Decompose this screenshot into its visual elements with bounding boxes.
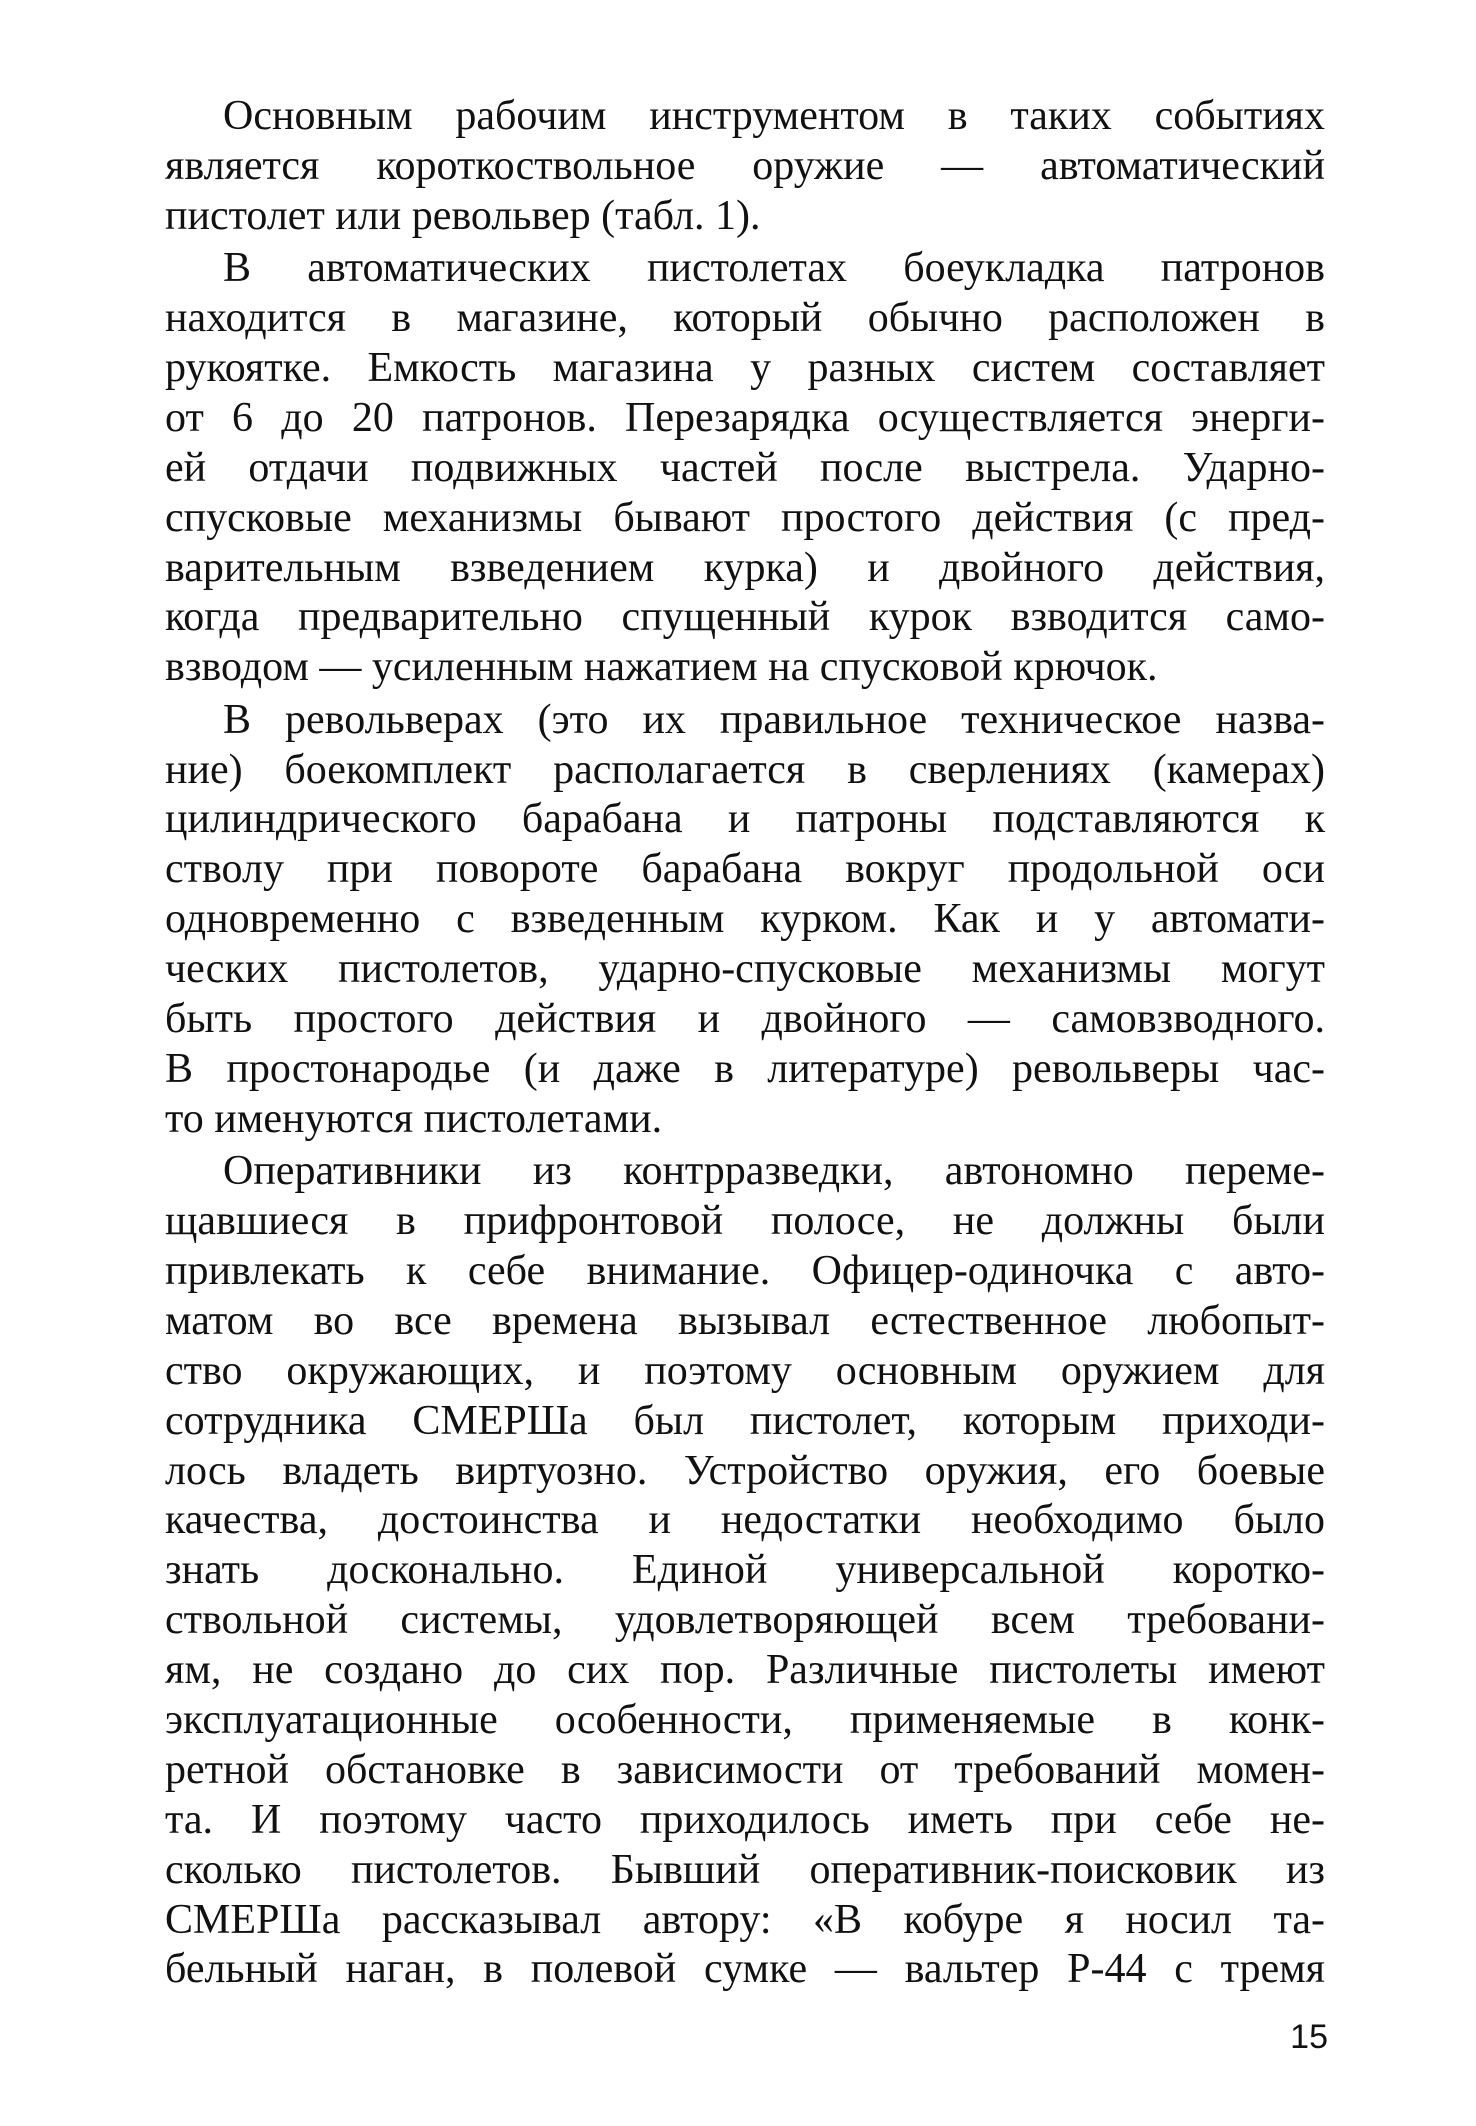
text-line: ство окружающих, и поэтому основным оружием для	[165, 1347, 1325, 1394]
text-line: ствольной системы, удовлетворяющей всем требовани-	[165, 1597, 1325, 1644]
text-line: спусковые механизмы бывают простого действия (с пред-	[165, 494, 1325, 541]
text-line: ей отдачи подвижных частей после выстрела. Ударно-	[165, 444, 1325, 491]
text-line: находится в магазине, который обычно расположен в	[165, 295, 1325, 342]
paragraph-1	[165, 92, 1325, 242]
page-number: 15	[1290, 2018, 1328, 2056]
text-line: быть простого действия и двойного — самовзводного.	[165, 996, 1325, 1043]
text-line: цилиндрического барабана и патроны подставляются к	[165, 796, 1325, 843]
text-line: бельный наган, в полевой сумке — вальтер Р-44 с тремя	[165, 1946, 1325, 1993]
text-line: привлекать к себе внимание. Офицер-одиночка с авто-	[165, 1247, 1325, 1294]
text-line: В револьверах (это их правильное техническое назва-	[223, 696, 1325, 743]
text-line: пистолет или револьвер (табл. 1).	[165, 192, 761, 239]
main-text	[165, 92, 1325, 1998]
paragraph-4	[165, 1147, 1325, 1995]
text-line: ям, не создано до сих пор. Различные пистолеты имеют	[165, 1647, 1325, 1694]
text-line: ние) боекомплект располагается в сверлениях (камерах)	[165, 746, 1325, 793]
text-line: В автоматических пистолетах боеукладка патронов	[223, 245, 1325, 292]
text-line: то именуются пистолетами.	[165, 1095, 663, 1142]
text-line: сотрудника СМЕРШа был пистолет, которым приходи-	[165, 1397, 1325, 1444]
text-line: взводом — усиленным нажатием на спусковой крючок.	[165, 644, 1158, 691]
paragraph-3	[165, 696, 1325, 1145]
text-line: матом во все времена вызывал естественное любопыт-	[165, 1297, 1325, 1344]
text-line: когда предварительно спущенный курок взводится само-	[165, 594, 1325, 641]
text-line: ческих пистолетов, ударно-спусковые механизмы могут	[165, 946, 1325, 993]
text-line: СМЕРШа рассказывал автору: «В кобуре я носил та-	[165, 1896, 1325, 1943]
text-line: от 6 до 20 патронов. Перезарядка осуществляется энерги-	[165, 394, 1325, 441]
text-line: та. И поэтому часто приходилось иметь при себе не-	[165, 1796, 1325, 1843]
text-line: стволу при повороте барабана вокруг продольной оси	[165, 846, 1325, 893]
text-line: одновременно с взведенным курком. Как и у автомати-	[165, 896, 1325, 943]
text-line: Оперативники из контрразведки, автономно переме-	[223, 1148, 1325, 1195]
text-line: эксплуатационные особенности, применяемые в конк-	[165, 1697, 1325, 1743]
text-line: сколько пистолетов. Бывший оперативник-поисковик из	[165, 1846, 1325, 1893]
text-line: рукоятке. Емкость магазина у разных систем составляет	[165, 344, 1325, 391]
text-line: знать досконально. Единой универсальной коротко-	[165, 1547, 1325, 1594]
paragraph-2	[165, 244, 1325, 693]
text-line: щавшиеся в прифронтовой полосе, не должны были	[165, 1198, 1325, 1245]
text-line: ретной обстановке в зависимости от требований момен-	[165, 1746, 1325, 1793]
text-line: Основным рабочим инструментом в таких событиях	[223, 93, 1325, 139]
text-line: качества, достоинства и недостатки необходимо было	[165, 1497, 1325, 1544]
text-line: лось владеть виртуозно. Устройство оружия, его боевые	[165, 1447, 1325, 1494]
text-line: варительным взведением курка) и двойного действия,	[165, 544, 1325, 591]
text-line: является короткоствольное оружие — автоматический	[165, 142, 1325, 189]
text-line: В простонародье (и даже в литературе) револьверы час-	[165, 1045, 1325, 1092]
